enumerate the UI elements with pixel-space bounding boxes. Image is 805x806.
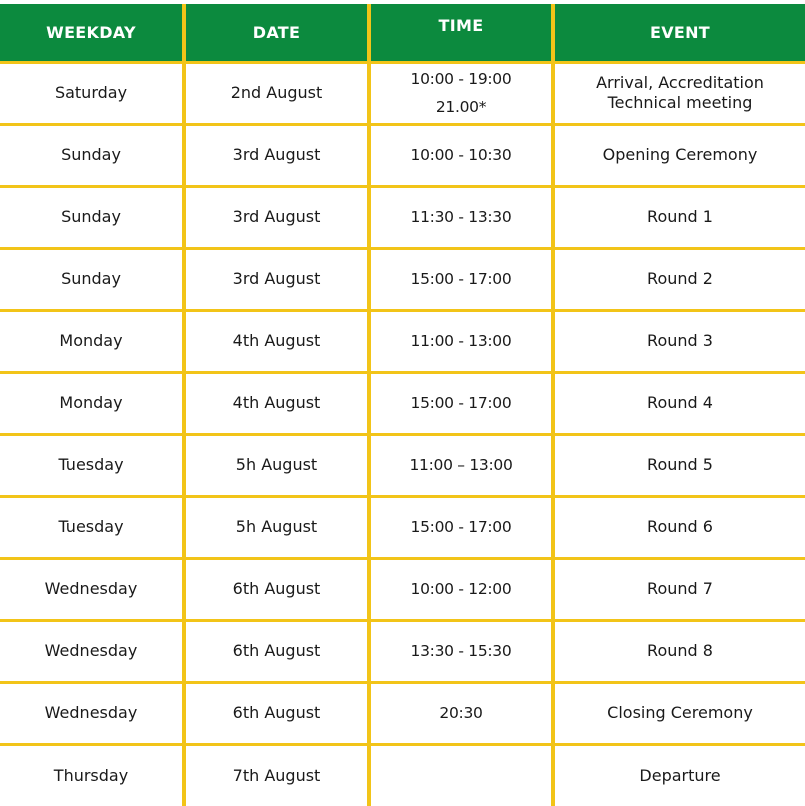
table-row xyxy=(0,744,805,806)
weekday-cell: Tuesday xyxy=(0,496,184,558)
table-row xyxy=(0,62,805,124)
weekday-cell: Wednesday xyxy=(0,682,184,744)
table-row xyxy=(0,434,805,496)
time-line: 11:00 – 13:00 xyxy=(409,456,513,474)
event-line: Round 7 xyxy=(647,579,713,598)
time-line: 15:00 - 17:00 xyxy=(410,394,512,412)
time-cell xyxy=(369,434,553,496)
time-line: 10:00 - 10:30 xyxy=(410,146,512,164)
schedule-table xyxy=(0,4,805,806)
date-cell: 3rd August xyxy=(184,248,369,310)
event-line: Opening Ceremony xyxy=(602,145,758,164)
date-cell: 5h August xyxy=(184,434,369,496)
event-line: Round 5 xyxy=(647,455,713,474)
table-body xyxy=(0,62,805,806)
table-row xyxy=(0,372,805,434)
time-cell xyxy=(369,682,553,744)
time-line: 10:00 - 19:00 xyxy=(410,70,512,88)
date-cell: 6th August xyxy=(184,558,369,620)
date-cell: 6th August xyxy=(184,620,369,682)
date-cell: 2nd August xyxy=(184,62,369,124)
event-line: Round 2 xyxy=(647,269,713,288)
weekday-cell: Sunday xyxy=(0,248,184,310)
time-cell xyxy=(369,744,553,806)
event-line: Round 3 xyxy=(647,331,713,350)
time-cell xyxy=(369,248,553,310)
time-line: 20:30 xyxy=(439,704,483,722)
event-cell xyxy=(553,62,805,124)
header-time: TIME xyxy=(369,4,553,62)
table-row xyxy=(0,682,805,744)
event-cell xyxy=(553,372,805,434)
time-line: 15:00 - 17:00 xyxy=(410,270,512,288)
event-cell xyxy=(553,248,805,310)
time-cell xyxy=(369,62,553,124)
event-cell xyxy=(553,124,805,186)
time-cell xyxy=(369,372,553,434)
event-cell xyxy=(553,434,805,496)
event-line: Arrival, Accreditation xyxy=(596,73,764,92)
date-cell: 3rd August xyxy=(184,124,369,186)
time-cell xyxy=(369,310,553,372)
table-header xyxy=(0,4,805,62)
table-row xyxy=(0,124,805,186)
event-line: Round 1 xyxy=(647,207,713,226)
event-line: Departure xyxy=(639,765,721,785)
time-line: 21.00* xyxy=(435,98,487,116)
time-line: 11:00 - 13:00 xyxy=(410,332,512,350)
time-line: 11:30 - 13:30 xyxy=(410,208,512,226)
time-line: 13:30 - 15:30 xyxy=(410,642,512,660)
event-cell xyxy=(553,682,805,744)
event-line: Round 4 xyxy=(647,393,713,412)
table-row xyxy=(0,186,805,248)
event-line: Round 6 xyxy=(647,517,713,536)
date-cell: 3rd August xyxy=(184,186,369,248)
weekday-cell: Monday xyxy=(0,372,184,434)
date-cell: 4th August xyxy=(184,372,369,434)
date-cell: 7th August xyxy=(184,744,369,806)
weekday-cell: Thursday xyxy=(53,765,129,785)
event-cell xyxy=(553,186,805,248)
time-cell xyxy=(369,186,553,248)
weekday-cell: Monday xyxy=(0,310,184,372)
header-event: EVENT xyxy=(553,4,805,62)
date-cell: 4th August xyxy=(184,310,369,372)
event-cell xyxy=(553,620,805,682)
weekday-cell: Saturday xyxy=(0,62,184,124)
time-line: 15:00 - 17:00 xyxy=(410,518,512,536)
table-row xyxy=(0,620,805,682)
time-cell xyxy=(369,496,553,558)
table-row xyxy=(0,496,805,558)
event-cell xyxy=(553,744,805,806)
time-cell xyxy=(369,558,553,620)
time-cell xyxy=(369,620,553,682)
time-cell xyxy=(369,124,553,186)
event-cell xyxy=(553,558,805,620)
event-line: Closing Ceremony xyxy=(607,703,753,722)
date-cell: 6th August xyxy=(184,682,369,744)
date-cell: 5h August xyxy=(184,496,369,558)
event-line: Round 8 xyxy=(647,641,713,660)
table-row xyxy=(0,558,805,620)
time-line: 10:00 - 12:00 xyxy=(410,580,512,598)
weekday-cell: Sunday xyxy=(0,186,184,248)
header-date: DATE xyxy=(184,4,369,62)
weekday-cell: Tuesday xyxy=(0,434,184,496)
table-row xyxy=(0,248,805,310)
weekday-cell: Sunday xyxy=(0,124,184,186)
header-weekday: WEEKDAY xyxy=(0,4,184,62)
weekday-cell: Wednesday xyxy=(0,558,184,620)
event-line: Technical meeting xyxy=(607,93,753,112)
weekday-cell: Wednesday xyxy=(0,620,184,682)
header-row xyxy=(0,4,805,62)
table-row xyxy=(0,310,805,372)
event-cell xyxy=(553,310,805,372)
event-cell xyxy=(553,496,805,558)
